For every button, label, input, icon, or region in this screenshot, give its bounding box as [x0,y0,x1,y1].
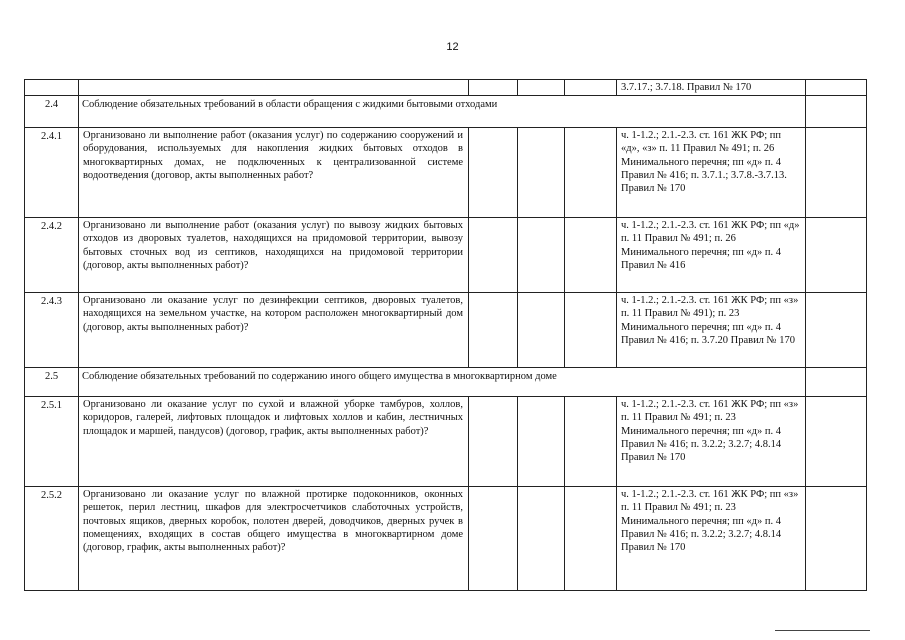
answer-na-cell [565,128,617,218]
answer-no-cell [518,397,565,487]
row-number: 2.4.2 [25,218,79,293]
row-number: 2.4.1 [25,128,79,218]
notes-cell [806,96,867,128]
notes-cell [806,368,867,397]
notes-cell [806,218,867,293]
section-title: Соблюдение обязательных требований в области обращения с жидкими бытовыми отходами [79,96,806,128]
section-row [25,96,867,128]
answer-yes-cell [469,80,518,96]
row-question: Организовано ли оказание услуг по дезинфекции септиков, дворовых туалетов, находящихся на земельном участке, на котором расположен многоквартирный дом (договор, акты выполненных работ)? [79,293,469,368]
row-reference: ч. 1-1.2.; 2.1.-2.3. ст. 161 ЖК РФ; пп «д», «з» п. 11 Правил № 491; п. 26 Минимального перечня; пп «д» п. 4 Правил № 416; п. 3.7.1.; 3.7.8.-3.7.13. Правил № 170 [617,128,806,218]
table-row [25,218,867,293]
row-reference: ч. 1-1.2.; 2.1.-2.3. ст. 161 ЖК РФ; пп «д» п. 11 Правил № 491; п. 26 Минимального перечня; пп «д» п. 4 Правил № 416 [617,218,806,293]
answer-no-cell [518,487,565,591]
answer-yes-cell [469,293,518,368]
row-reference: ч. 1-1.2.; 2.1.-2.3. ст. 161 ЖК РФ; пп «з» п. 11 Правил № 491); п. 23 Минимального перечня; пп «д» п. 4 Правил № 416; п. 3.7.20 Правил № 170 [617,293,806,368]
checklist-table [24,79,867,591]
row-question [79,80,469,96]
notes-cell [806,487,867,591]
table-row [25,397,867,487]
answer-na-cell [565,293,617,368]
answer-no-cell [518,293,565,368]
row-reference: 3.7.17.; 3.7.18. Правил № 170 [617,80,806,96]
row-number: 2.4.3 [25,293,79,368]
notes-cell [806,397,867,487]
row-reference: ч. 1-1.2.; 2.1.-2.3. ст. 161 ЖК РФ; пп «з» п. 11 Правил № 491; п. 23 Минимального перечня; пп «д» п. 4 Правил № 416; п. 3.2.2; 3.2.7; 4.8.14 Правил № 170 [617,397,806,487]
answer-yes-cell [469,487,518,591]
notes-cell [806,293,867,368]
section-row [25,368,867,397]
row-question: Организовано ли выполнение работ (оказания услуг) по содержанию сооружений и оборудования, используемых для накопления жидких бытовых отходов в многоквартирных домах, не подключенных к централизованной системе водоотведения (договор, акты выполненных работ? [79,128,469,218]
row-number: 2.5.2 [25,487,79,591]
section-title: Соблюдение обязательных требований по содержанию иного общего имущества в многоквартирном доме [79,368,806,397]
answer-no-cell [518,218,565,293]
row-question: Организовано ли оказание услуг по сухой и влажной уборке тамбуров, холлов, коридоров, галерей, лифтовых площадок и лифтовых холлов и кабин, лестничных площадок и маршей, пандусов) (договор, график, акты выполненных работ)? [79,397,469,487]
table-row [25,293,867,368]
row-number: 2.5.1 [25,397,79,487]
answer-no-cell [518,80,565,96]
answer-na-cell [565,80,617,96]
answer-na-cell [565,397,617,487]
table-row [25,128,867,218]
page-number: 12 [446,41,459,53]
row-question: Организовано ли оказание услуг по влажной протирке подоконников, оконных решеток, перил лестниц, шкафов для электросчетчиков слаботочных устройств, почтовых ящиков, дверных коробок, полотен дверей, доводчиков, дверных ручек в помещениях, входящих в состав общего имущества в многоквартирном доме (договор, график, акты выполненных работ)? [79,487,469,591]
section-number: 2.5 [25,368,79,397]
answer-yes-cell [469,128,518,218]
table-row [25,487,867,591]
answer-no-cell [518,128,565,218]
notes-cell [806,128,867,218]
answer-na-cell [565,487,617,591]
answer-yes-cell [469,397,518,487]
answer-na-cell [565,218,617,293]
section-number: 2.4 [25,96,79,128]
row-number [25,80,79,96]
table-row [25,80,867,96]
notes-cell [806,80,867,96]
row-reference: ч. 1-1.2.; 2.1.-2.3. ст. 161 ЖК РФ; пп «з» п. 11 Правил № 491; п. 23 Минимального перечня; пп «д» п. 4 Правил № 416; п. 3.2.2; 3.2.7; 4.8.14 Правил № 170 [617,487,806,591]
row-question: Организовано ли выполнение работ (оказания услуг) по вывозу жидких бытовых отходов из дворовых туалетов, находящихся на придомовой территории, вывозу бытовых сточных вод из септиков, находящихся на придомовой территории (договор, акты выполненных работ)? [79,218,469,293]
answer-yes-cell [469,218,518,293]
footer-rule [775,630,870,631]
